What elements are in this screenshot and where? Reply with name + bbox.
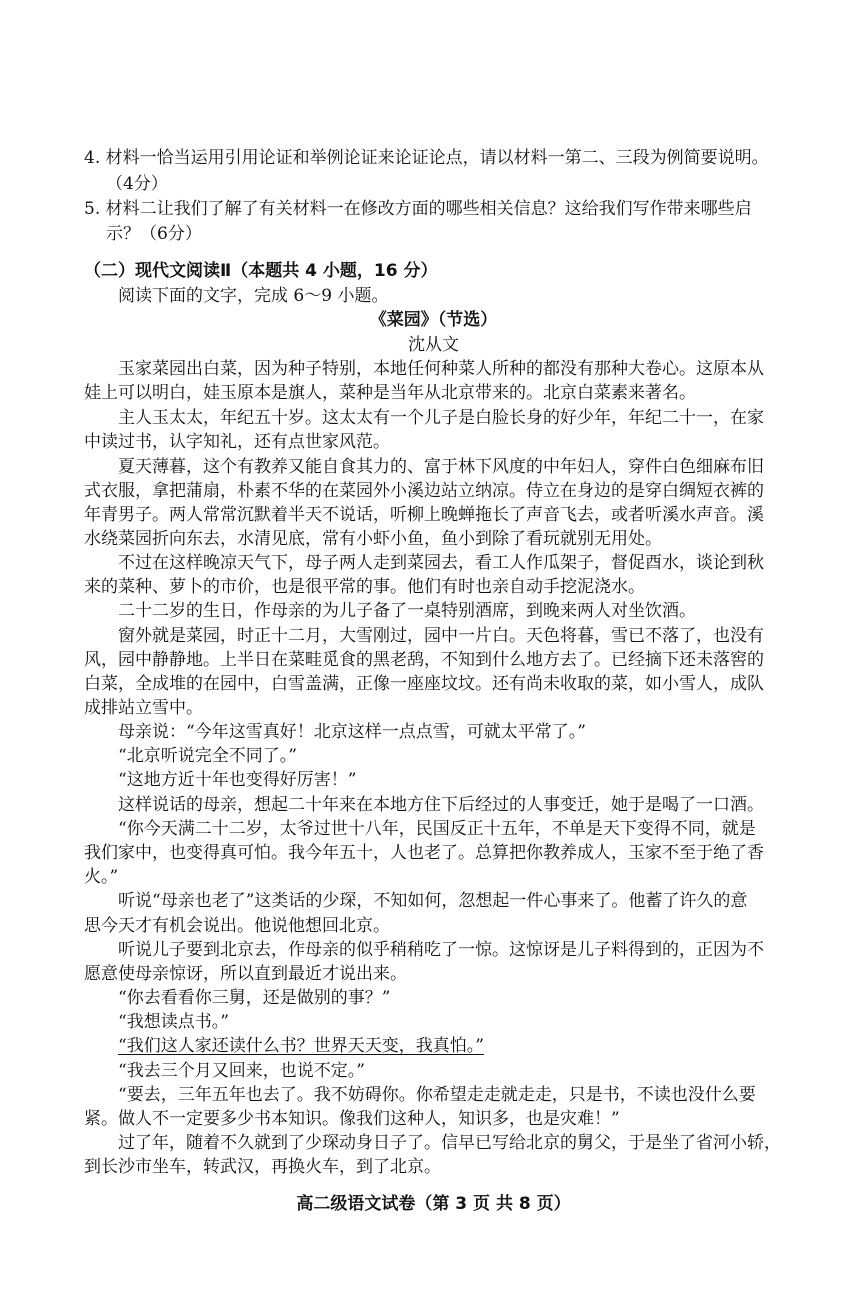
article-line: 过了年，随着不久就到了少琛动身日子了。信早已写给北京的舅父，于是坐了省河小轿，	[118, 1133, 781, 1153]
article-line: “我想读点书。”	[118, 1012, 229, 1032]
article-line: 年青男子。两人常常沉默着半天不说话，听柳上晚蝉拖长了声音飞去，或者听溪水声音。溪	[84, 505, 764, 525]
article-line-underlined: “我们这人家还读什么书？世界天天变，我真怕。”	[118, 1036, 484, 1056]
article-line: 这样说话的母亲，想起二十年来在本地方住下后经过的人事变迁，她于是喝了一口酒。	[118, 795, 764, 815]
article-line: “这地方近十年也变得好厉害！”	[118, 770, 357, 790]
article-line: 我们家中，也变得真可怕。我今年五十，人也老了。总算把你教养成人，玉家不至于绝了香	[84, 843, 764, 863]
article-line: 听说“母亲也老了”这类话的少琛，不知如何，忽想起一件心事来了。他蓄了许久的意	[118, 891, 748, 911]
article-line: 风，园中静静地。上半日在菜畦觅食的黑老鸹，不知到什么地方去了。已经摘下还未落窖的	[84, 650, 764, 670]
article-line: 白菜，全成堆的在园中，白雪盖满，正像一座座坟坟。还有尚未收取的菜，如小雪人，成队	[84, 674, 764, 694]
question-4-line-2: （4分）	[106, 174, 168, 194]
article-line: “你去看看你三舅，还是做别的事？”	[118, 988, 391, 1008]
article-line: 愿意使母亲惊讶，所以直到最近才说出来。	[84, 964, 407, 984]
article-line: 到长沙市坐车，转武汉，再换火车，到了北京。	[84, 1157, 441, 1177]
article-line: 紧。做人不一定要多少书本知识。像我们这种人，知识多，也是灾难！”	[84, 1109, 620, 1129]
question-4-line-1: 4. 材料一恰当运用引用论证和举例论证来论证论点，请以材料一第二、三段为例简要说明。	[84, 148, 769, 168]
article-line: 玉家菜园出白菜，因为种子特别，本地任何种菜人所种的都没有那种大卷心。这原本从	[118, 359, 764, 379]
article-line: “北京听说完全不同了。”	[118, 746, 297, 766]
article-line: 式衣服，拿把蒲扇，朴素不华的在菜园外小溪边站立纳凉。侍立在身边的是穿白绸短衣裤的	[84, 481, 764, 501]
article-line: 水绕菜园折向东去，水清见底，常有小虾小鱼，鱼小到除了看玩就别无用处。	[84, 529, 662, 549]
article-line: 成排站立雪中。	[84, 698, 203, 718]
section-heading: （二）现代文阅读Ⅱ（本题共 4 小题，16 分）	[84, 261, 438, 281]
article-line: 中读过书，认字知礼，还有点世家风范。	[84, 432, 390, 452]
article-line: 听说儿子要到北京去，作母亲的似乎稍稍吃了一惊。这惊讶是儿子料得到的，正因为不	[118, 940, 764, 960]
article-line: 主人玉太太，年纪五十岁。这太太有一个儿子是白脸长身的好少年，年纪二十一，在家	[118, 408, 764, 428]
article-line: 火。”	[84, 867, 119, 887]
question-5-line-2: 示？（6分）	[106, 224, 202, 244]
article-author: 沈从文	[408, 335, 459, 355]
article-line: 夏天薄暮，这个有教养又能自食其力的、富于林下风度的中年妇人，穿件白色细麻布旧	[118, 457, 764, 477]
article-line: “你今天满二十二岁，太爷过世十八年，民国反正十五年，不单是天下变得不同，就是	[118, 819, 756, 839]
page-footer: 高二级语文试卷（第 3 页 共 8 页）	[296, 1194, 571, 1214]
article-line: 思今天才有机会说出。他说他想回北京。	[84, 916, 390, 936]
article-line: “要去，三年五年也去了。我不妨碍你。你希望走走就走走，只是书，不读也没什么要	[118, 1085, 756, 1105]
article-line: 不过在这样晚凉天气下，母子两人走到菜园去，看工人作瓜架子，督促酉水，谈论到秋	[118, 553, 764, 573]
article-line: 母亲说：“今年这雪真好！北京这样一点点雪，可就太平常了。”	[118, 722, 586, 742]
article-line: 二十二岁的生日，作母亲的为儿子备了一桌特别酒席，到晚来两人对坐饮酒。	[118, 601, 696, 621]
question-5-line-1: 5. 材料二让我们了解了有关材料一在修改方面的哪些相关信息？这给我们写作带来哪些启	[84, 199, 752, 219]
article-title: 《菜园》（节选）	[369, 310, 498, 330]
article-line: 来的菜种、萝卜的市价，也是很平常的事。他们有时也亲自动手挖泥浇水。	[84, 577, 645, 597]
article-line: “我去三个月又回来，也说不定。”	[118, 1061, 365, 1081]
section-instruction: 阅读下面的文字，完成 6～9 小题。	[118, 286, 389, 306]
article-line: 娃上可以明白，娃玉原本是旗人，菜种是当年从北京带来的。北京白菜素来著名。	[84, 383, 696, 403]
article-line: 窗外就是菜园，时正十二月，大雪刚过，园中一片白。天色将暮，雪已不落了，也没有	[118, 626, 764, 646]
